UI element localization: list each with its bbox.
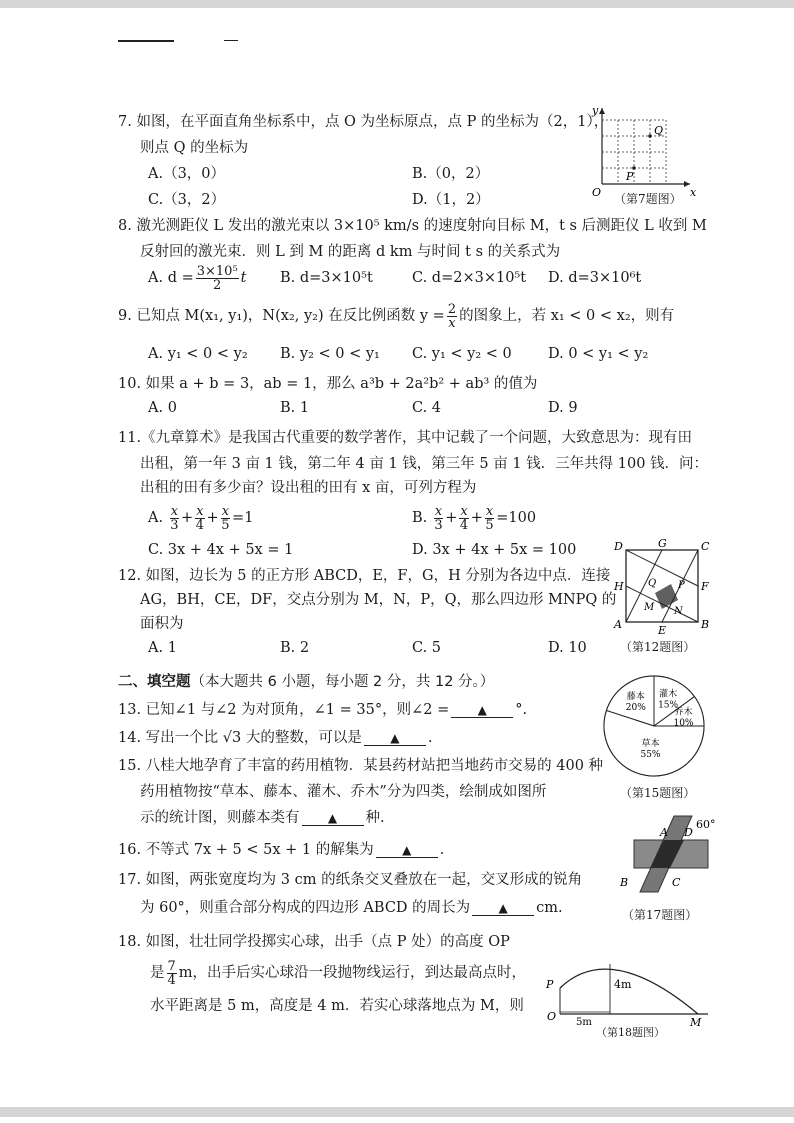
q8-option-b: B. d=3×10⁵t [280, 270, 373, 286]
q9-option-d: D. 0 < y₁ < y₂ [548, 346, 649, 362]
q7-option-d: D.（1，2） [412, 192, 490, 208]
q7-fig-q-label: Q [654, 124, 664, 137]
q11-b-term1-den: 3 [434, 517, 443, 533]
q16-suffix: . [439, 842, 445, 858]
q11-a-term2-den: 4 [195, 517, 205, 533]
q11-a-term1-num: x [170, 503, 179, 519]
q15-figure-caption: （第15题图） [620, 786, 696, 800]
pie-value-0: 55% [640, 750, 661, 761]
q9-prefix: 9. 已知点 M(x₁, y₁)，N(x₂, y₂) 在反比例函数 y = [118, 308, 445, 324]
q12-fig-g: G [658, 537, 667, 550]
q11-option-a-suffix: =1 [232, 510, 254, 526]
q17-fig-angle: 60° [696, 818, 716, 831]
q9-option-b: B. y₂ < 0 < y₁ [280, 346, 380, 362]
q7-option-c: C.（3，2） [148, 192, 226, 208]
q18-fig-height: 4m [614, 978, 632, 991]
q11-a-term3-num: x [221, 503, 230, 519]
q14-line [118, 728, 432, 748]
q7-option-b: B.（0，2） [412, 166, 490, 182]
q8-line1: 8. 激光测距仪 L 发出的激光束以 3×10⁵ km/s 的速度射向目标 M，t s 后测距仪 L 收到 M [118, 218, 707, 234]
q11-a-term1-den: 3 [170, 517, 179, 533]
q11-a-plus1: + [181, 510, 194, 526]
q11-option-b [412, 504, 536, 532]
q18-line2 [150, 958, 526, 988]
q18-frac-den: 4 [167, 972, 176, 988]
q17-figure-strips [612, 812, 716, 900]
pie-value-1: 20% [625, 702, 646, 713]
q8-option-a-prefix: A. d = [148, 270, 194, 286]
q12-line2: AG，BH，CE，DF，交点分别为 M，N，P，Q，那么四边形 MNPQ 的 [140, 592, 617, 608]
q15-pie-chart [596, 672, 712, 780]
q7-fig-p-label: P [626, 170, 634, 183]
q12-fig-d: D [614, 540, 623, 553]
q18-fig-m: M [690, 1016, 702, 1029]
q7-line1: 7. 如图，在平面直角坐标系中，点 O 为坐标原点，点 P 的坐标为（2，1）， [118, 114, 609, 130]
q11-b-term1-num: x [434, 503, 443, 519]
q11-line3: 出租的田有多少亩？设出租的田有 x 亩，可列方程为 [140, 480, 477, 496]
pie-value-3: 10% [673, 718, 694, 729]
q15-line2: 药用植物按“草本、藤本、灌木、乔木”分为四类，绘制成如图所 [140, 784, 547, 800]
q12-line3: 面积为 [140, 616, 184, 632]
pie-label-0: 草本 [641, 739, 660, 750]
pie-label-2: 灌木 [659, 689, 678, 700]
pie-label-3: 乔木 [674, 707, 693, 718]
q18-line2-prefix: 是 [150, 965, 165, 981]
q7-fig-origin-label: O [592, 186, 602, 199]
q10-option-c: C. 4 [412, 400, 442, 416]
q15-line3-prefix: 示的统计图，则藤本类有 [140, 810, 300, 826]
q8-option-a-numerator: 3×10⁵ [196, 263, 238, 279]
q11-option-d: D. 3x + 4x + 5x = 100 [412, 542, 577, 558]
q17-fig-a: A [660, 826, 668, 839]
q17-fig-c: C [672, 876, 681, 889]
q16-line [118, 840, 444, 860]
q8-option-c: C. d=2×3×10⁵t [412, 270, 527, 286]
section2-heading [118, 672, 494, 692]
q12-fig-h: H [614, 580, 624, 593]
q12-line1: 12. 如图，边长为 5 的正方形 ABCD，E，F，G，H 分别为各边中点．连接 [118, 568, 611, 584]
q13-line [118, 700, 527, 720]
q12-option-c: C. 5 [412, 640, 442, 656]
q17-fig-d: D [684, 826, 693, 839]
q18-line1: 18. 如图，壮壮同学投掷实心球，出手（点 P 处）的高度 OP [118, 934, 510, 950]
q12-option-d: D. 10 [548, 640, 587, 656]
q11-a-term3-den: 5 [221, 517, 230, 533]
q17-line2-suffix: cm. [536, 900, 563, 916]
q18-frac-num: 7 [167, 958, 176, 974]
q12-fig-p: P [678, 580, 685, 591]
q11-option-b-prefix: B. [412, 510, 428, 526]
q15-line3 [140, 808, 385, 828]
q11-line2: 出租，第一年 3 亩 1 钱，第二年 4 亩 1 钱，第三年 5 亩 1 钱．三年共得 100 钱．问： [140, 456, 709, 472]
q14-prefix: 14. 写出一个比 √3 大的整数，可以是 [118, 730, 362, 746]
q12-fig-n: N [674, 606, 683, 617]
q12-fig-m: M [644, 602, 655, 613]
q12-fig-q: Q [648, 578, 657, 589]
q11-line1: 11.《九章算术》是我国古代重要的数学著作，其中记载了一个问题，大致意思为：现有田 [118, 430, 693, 446]
q10-option-d: D. 9 [548, 400, 578, 416]
q12-fig-c: C [701, 540, 710, 553]
q8-option-a-suffix: t [240, 270, 247, 286]
q10-line1: 10. 如果 a + b = 3，ab = 1，那么 a³b + 2a²b² + ab³ 的值为 [118, 376, 538, 392]
q9-frac-numerator: 2 [447, 301, 457, 317]
q8-option-a [148, 264, 246, 292]
top-scan-band [0, 0, 794, 8]
q15-answer-blank[interactable]: ▲ [302, 811, 364, 826]
q7-fig-y-label: y [592, 104, 599, 117]
q11-a-term2-num: x [196, 503, 204, 519]
q7-line2: 则点 Q 的坐标为 [140, 140, 249, 156]
q14-answer-blank[interactable]: ▲ [364, 731, 426, 746]
q18-fig-dist: 5m [576, 1017, 592, 1028]
q8-option-d: D. d=3×10⁶t [548, 270, 642, 286]
q10-option-b: B. 1 [280, 400, 310, 416]
q11-b-plus2: + [470, 510, 483, 526]
q9-suffix: 的图象上，若 x₁ < 0 < x₂，则有 [459, 308, 675, 324]
q7-figure-caption: （第7题图） [614, 192, 682, 206]
q18-figure-caption-cut: （第18题图） [596, 1026, 665, 1039]
bottom-scan-band [0, 1107, 794, 1117]
q11-b-term2-num: x [460, 503, 468, 519]
q17-fig-b: B [620, 876, 629, 889]
q16-answer-blank[interactable]: ▲ [376, 843, 438, 858]
q12-fig-e: E [658, 624, 667, 637]
q18-line2-suffix: m，出手后实心球沿一段抛物线运行，到达最高点时， [178, 965, 527, 981]
q12-figure-caption: （第12题图） [620, 640, 696, 654]
q17-figure-caption: （第17题图） [622, 908, 698, 922]
q17-line2 [140, 898, 563, 918]
q11-option-b-suffix: =100 [496, 510, 537, 526]
q9-frac-denominator: x [448, 315, 456, 331]
q11-option-a-prefix: A. [148, 510, 164, 526]
q17-answer-blank[interactable]: ▲ [472, 901, 534, 916]
header-rule-short [224, 40, 238, 41]
q7-option-a: A.（3，0） [148, 166, 226, 182]
q11-b-plus1: + [445, 510, 458, 526]
q18-fig-p: P [546, 978, 554, 991]
pie-value-2: 15% [658, 700, 679, 711]
section2-title: 二、填空题 [118, 674, 191, 690]
header-rule [118, 40, 174, 42]
q13-prefix: 13. 已知∠1 与∠2 为对顶角，∠1 = 35°，则∠2 = [118, 702, 450, 718]
q15-line1: 15. 八桂大地孕育了丰富的药用植物．某县药材站把当地药市交易的 400 种 [118, 758, 604, 774]
section2-note: （本大题共 6 小题，每小题 2 分，共 12 分。） [190, 674, 495, 690]
q12-fig-f: F [701, 580, 709, 593]
q11-a-plus2: + [206, 510, 219, 526]
q14-suffix: . [427, 730, 433, 746]
q13-suffix: °. [515, 702, 528, 718]
q8-option-a-denominator: 2 [213, 277, 222, 293]
pie-label-1: 藤本 [626, 691, 645, 702]
q12-figure-square [608, 538, 712, 638]
q7-fig-x-label: x [690, 186, 697, 199]
q11-b-term3-num: x [485, 503, 494, 519]
q15-line3-suffix: 种. [365, 810, 385, 826]
q12-fig-b: B [701, 618, 710, 631]
q9-line1 [118, 302, 674, 330]
q16-prefix: 16. 不等式 7x + 5 < 5x + 1 的解集为 [118, 842, 374, 858]
q12-option-b: B. 2 [280, 640, 310, 656]
q18-line3: 水平距离是 5 m，高度是 4 m．若实心球落地点为 M，则 [150, 998, 524, 1014]
q13-answer-blank[interactable]: ▲ [451, 703, 513, 718]
q9-option-a: A. y₁ < 0 < y₂ [148, 346, 248, 362]
q17-line2-prefix: 为 60°，则重合部分构成的四边形 ABCD 的周长为 [140, 900, 471, 916]
q11-b-term3-den: 5 [485, 517, 494, 533]
q11-b-term2-den: 4 [459, 517, 469, 533]
q11-option-a [148, 504, 253, 532]
q10-option-a: A. 0 [148, 400, 177, 416]
q12-fig-a: A [614, 618, 622, 631]
q18-fig-o: O [547, 1010, 557, 1023]
q17-line1: 17. 如图，两张宽度均为 3 cm 的纸条交叉叠放在一起，交叉形成的锐角 [118, 872, 583, 888]
q12-option-a: A. 1 [148, 640, 177, 656]
q11-option-c: C. 3x + 4x + 5x = 1 [148, 542, 294, 558]
q8-line2: 反射回的激光束．则 L 到 M 的距离 d km 与时间 t s 的关系式为 [140, 244, 561, 260]
q9-option-c: C. y₁ < y₂ < 0 [412, 346, 512, 362]
